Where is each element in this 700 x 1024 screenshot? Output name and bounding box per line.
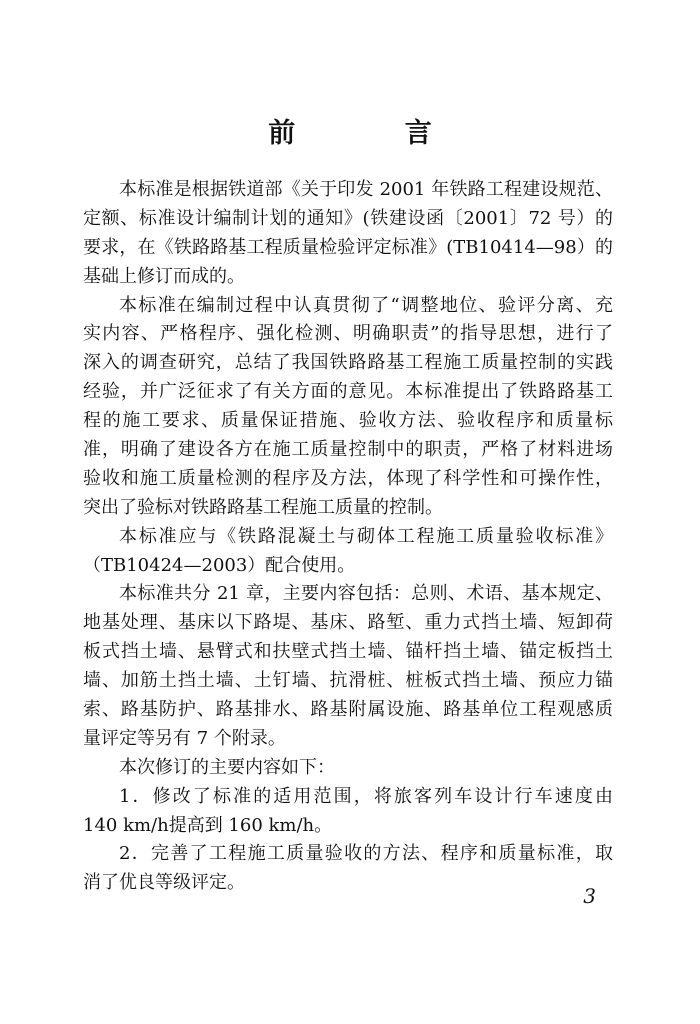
text-line: 深入的调查研究，总结了我国铁路路基工程施工质量控制的实践 bbox=[83, 352, 613, 374]
text-line: 验收和施工质量检测的程序及方法，体现了科学性和可操作性， bbox=[83, 467, 613, 489]
text-line: 本次修订的主要内容如下： bbox=[119, 756, 335, 778]
text-line: 索、路基防护、路基排水、路基附属设施、路基单位工程观感质 bbox=[83, 699, 613, 721]
text-line: 经验，并广泛征求了有关方面的意见。本标准提出了铁路路基工 bbox=[83, 381, 613, 403]
text-line: （TB10424—2003）配合使用。 bbox=[83, 554, 356, 576]
text-line: 板式挡土墙、悬臂式和扶壁式挡土墙、锚杆挡土墙、锚定板挡土 bbox=[83, 641, 613, 663]
text-line: 本标准应与《铁路混凝土与砌体工程施工质量验收标准》 bbox=[119, 525, 613, 547]
text-line: 基础上修订而成的。 bbox=[83, 265, 245, 287]
text-line: 2．完善了工程施工质量验收的方法、程序和质量标准，取 bbox=[119, 843, 613, 865]
preface-body bbox=[83, 176, 613, 898]
text-line: 程的施工要求、质量保证措施、验收方法、验收程序和质量标 bbox=[83, 410, 613, 432]
text-line: 本标准在编制过程中认真贯彻了“调整地位、验评分离、充 bbox=[119, 294, 613, 316]
text-line: 本标准共分 21 章，主要内容包括：总则、术语、基本规定、 bbox=[119, 583, 613, 605]
text-line: 突出了验标对铁路路基工程施工质量的控制。 bbox=[83, 496, 443, 518]
text-line: 定额、标准设计编制计划的通知》(铁建设函〔2001〕72 号）的 bbox=[83, 207, 613, 229]
text-line: 量评定等另有 7 个附录。 bbox=[83, 727, 286, 749]
page-number: 3 bbox=[583, 884, 596, 908]
text-line: 准，明确了建设各方在施工质量控制中的职责，严格了材料进场 bbox=[83, 439, 613, 461]
text-line: 实内容、严格程序、强化检测、明确职责”的指导思想，进行了 bbox=[83, 323, 613, 345]
text-line: 140 km/h提高到 160 km/h。 bbox=[83, 814, 333, 836]
text-line: 要求，在《铁路路基工程质量检验评定标准》(TB10414—98）的 bbox=[83, 236, 613, 258]
text-line: 本标准是根据铁道部《关于印发 2001 年铁路工程建设规范、 bbox=[119, 179, 613, 200]
text-line: 地基处理、基床以下路堤、基床、路堑、重力式挡土墙、短卸荷 bbox=[83, 612, 613, 634]
text-line: 墙、加筋土挡土墙、土钉墙、抗滑桩、桩板式挡土墙、预应力锚 bbox=[83, 670, 613, 692]
page-title: 前 言 bbox=[268, 118, 482, 149]
text-line: 1．修改了标准的适用范围，将旅客列车设计行车速度由 bbox=[119, 785, 613, 807]
text-line: 消了优良等级评定。 bbox=[83, 872, 245, 894]
